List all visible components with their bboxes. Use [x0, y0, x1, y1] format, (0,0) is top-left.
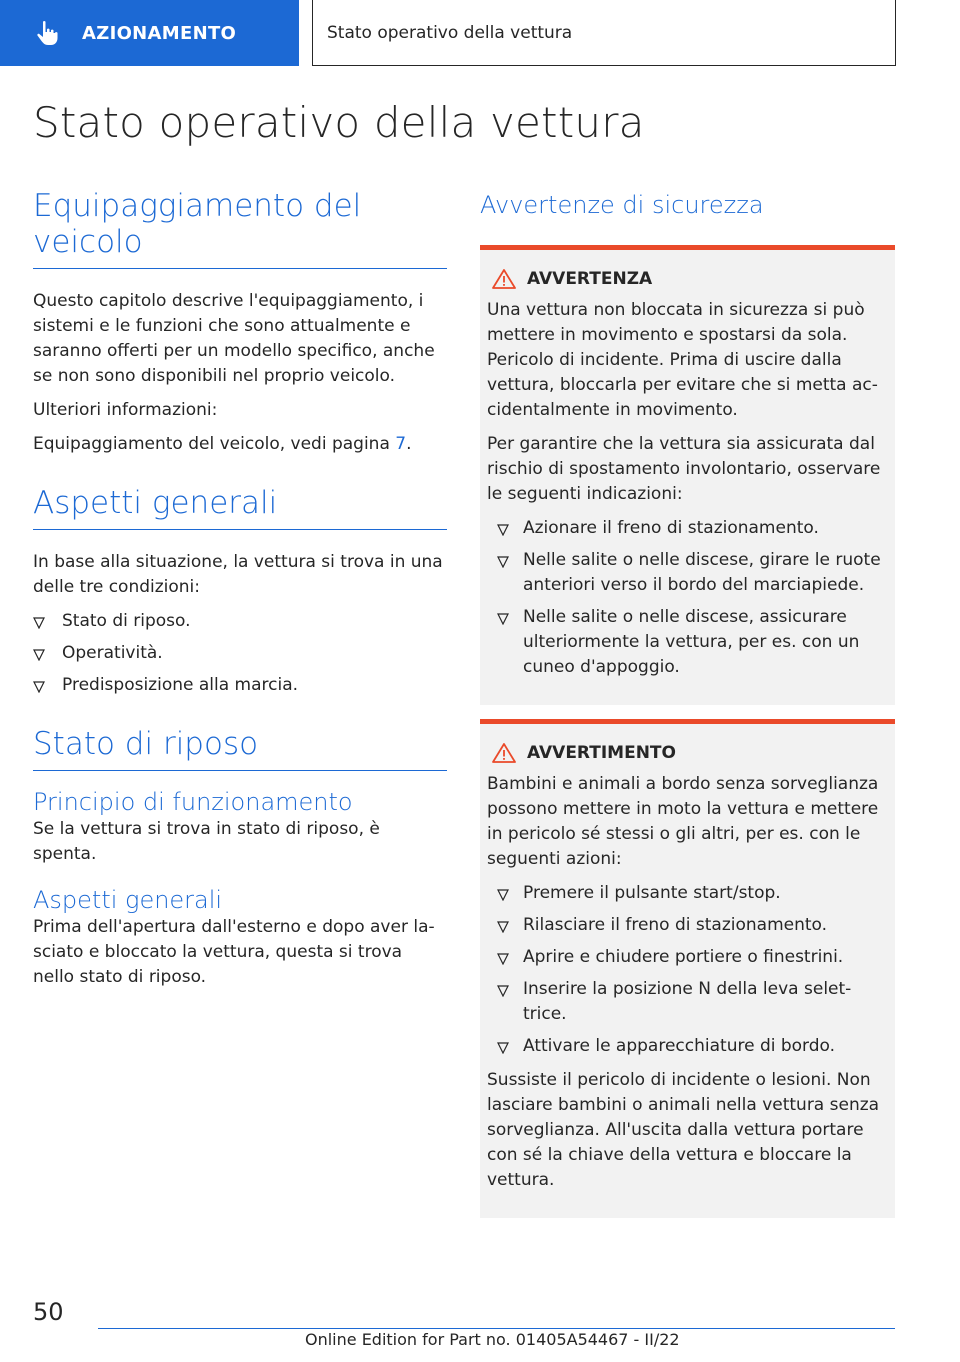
warning-header: [487, 742, 886, 764]
triangle-bullet-icon: [497, 556, 509, 568]
reference-text: Equipaggiamento del veicolo, vedi pagina: [33, 434, 396, 454]
equipment-intro: Questo capitolo descrive l'equipaggiamento, i sistemi e le funzioni che sono attualmente e saranno offerti per un modello specifico, anche se non sono disponibili nel proprio veicolo.: [33, 291, 435, 386]
warning-box-1: [480, 245, 895, 705]
triangle-bullet-icon: [33, 649, 45, 661]
right-column: [480, 188, 895, 1218]
equipment-reference: [33, 432, 447, 457]
principle-text: Se la vettura si trova in stato di riposo, è spenta.: [33, 819, 380, 864]
general-heading: Aspetti generali: [33, 485, 278, 521]
condition-list: [33, 609, 447, 698]
triangle-bullet-icon: [497, 1042, 509, 1054]
triangle-bullet-icon: [497, 524, 509, 536]
list-item: Nelle salite o nelle discese, girare le ruote anteriori verso il bordo del marciapiede.: [487, 548, 886, 598]
left-column: [33, 188, 447, 999]
footer-divider: [98, 1328, 895, 1329]
general-intro: In base alla situazione, la vettura si trova in una delle tre condizioni:: [33, 552, 443, 597]
rest-section-header: [33, 726, 447, 771]
warning-box-2: [480, 719, 895, 1218]
list-item: Aprire e chiudere portiere o finestrini.: [487, 945, 886, 970]
list-item: Premere il pulsante start/stop.: [487, 881, 886, 906]
warning-text: Una vettura non bloccata in sicurezza si può mettere in movimento e spostarsi da sola. Pericolo di incidente. Prima di uscire dalla vettura, bloccarla per evitare che si metta accidentalmente in movimento.: [487, 300, 878, 420]
list-item: Nelle salite o nelle discese, assicurare ulteriormente la vettura, per es. con un cuneo d'appoggio.: [487, 605, 886, 680]
triangle-bullet-icon: [497, 985, 509, 997]
warning-list: [487, 516, 886, 680]
warning-instructions: Per garantire che la vettura sia assicurata dal rischio di spostamento involontario, osservare le seguenti indicazioni:: [487, 434, 881, 504]
warning-triangle-icon: [491, 742, 517, 764]
rest-general-text: Prima dell'apertura dall'esterno e dopo aver lasciato e bloccato la vettura, questa si trova nello stato di riposo.: [33, 917, 435, 987]
general-section-header: [33, 485, 447, 530]
warning-header: [487, 268, 886, 290]
list-item: Inserire la posizione N della leva selettrice.: [487, 977, 886, 1027]
more-info-label: Ulteriori informazioni:: [33, 400, 218, 420]
rest-heading: Stato di riposo: [33, 726, 259, 762]
triangle-bullet-icon: [497, 613, 509, 625]
principle-heading: Principio di funzionamento: [33, 788, 353, 816]
triangle-bullet-icon: [33, 617, 45, 629]
page-number: 50: [33, 1298, 64, 1326]
triangle-bullet-icon: [33, 681, 45, 693]
running-header: [312, 0, 896, 66]
reference-end: .: [406, 434, 412, 454]
rest-general-heading: Aspetti generali: [33, 886, 223, 914]
running-title: Stato operativo della vettura: [327, 22, 573, 43]
warning-triangle-icon: [491, 268, 517, 290]
warning-list: [487, 881, 886, 1059]
section-label: AZIONAMENTO: [82, 22, 237, 44]
equipment-section-header: [33, 188, 447, 269]
list-item: Attivare le apparecchiature di bordo.: [487, 1034, 886, 1059]
list-item: Stato di riposo.: [33, 609, 447, 634]
warning-title: AVVERTIMENTO: [527, 743, 676, 763]
warning-text: Bambini e animali a bordo senza sorveglianza possono mettere in moto la vettura e mettere in pericolo sé stessi o gli altri, per es. con le seguenti azioni:: [487, 774, 879, 869]
equipment-heading: Equipaggiamento del veicolo: [33, 188, 362, 260]
section-tab[interactable]: [0, 0, 299, 66]
pointing-hand-icon: [34, 19, 62, 47]
edition-info: Online Edition for Part no. 01405A54467 - II/22: [305, 1330, 680, 1349]
triangle-bullet-icon: [497, 921, 509, 933]
page-title: Stato operativo della vettura: [33, 98, 645, 147]
warning-conclusion: Sussiste il pericolo di incidente o lesioni. Non lasciare bambini o animali nella vettura senza sorveglianza. All'uscita dalla vettura portare con sé la chiave della vettura e bloccare la vettura.: [487, 1070, 880, 1190]
triangle-bullet-icon: [497, 889, 509, 901]
warning-title: AVVERTENZA: [527, 269, 653, 289]
page-link[interactable]: 7: [395, 434, 407, 454]
list-item: Operatività.: [33, 641, 447, 666]
list-item: Rilasciare il freno di stazionamento.: [487, 913, 886, 938]
list-item: Azionare il freno di stazionamento.: [487, 516, 886, 541]
triangle-bullet-icon: [497, 953, 509, 965]
list-item: Predisposizione alla marcia.: [33, 673, 447, 698]
safety-heading: Avvertenze di sicurezza: [480, 191, 764, 219]
